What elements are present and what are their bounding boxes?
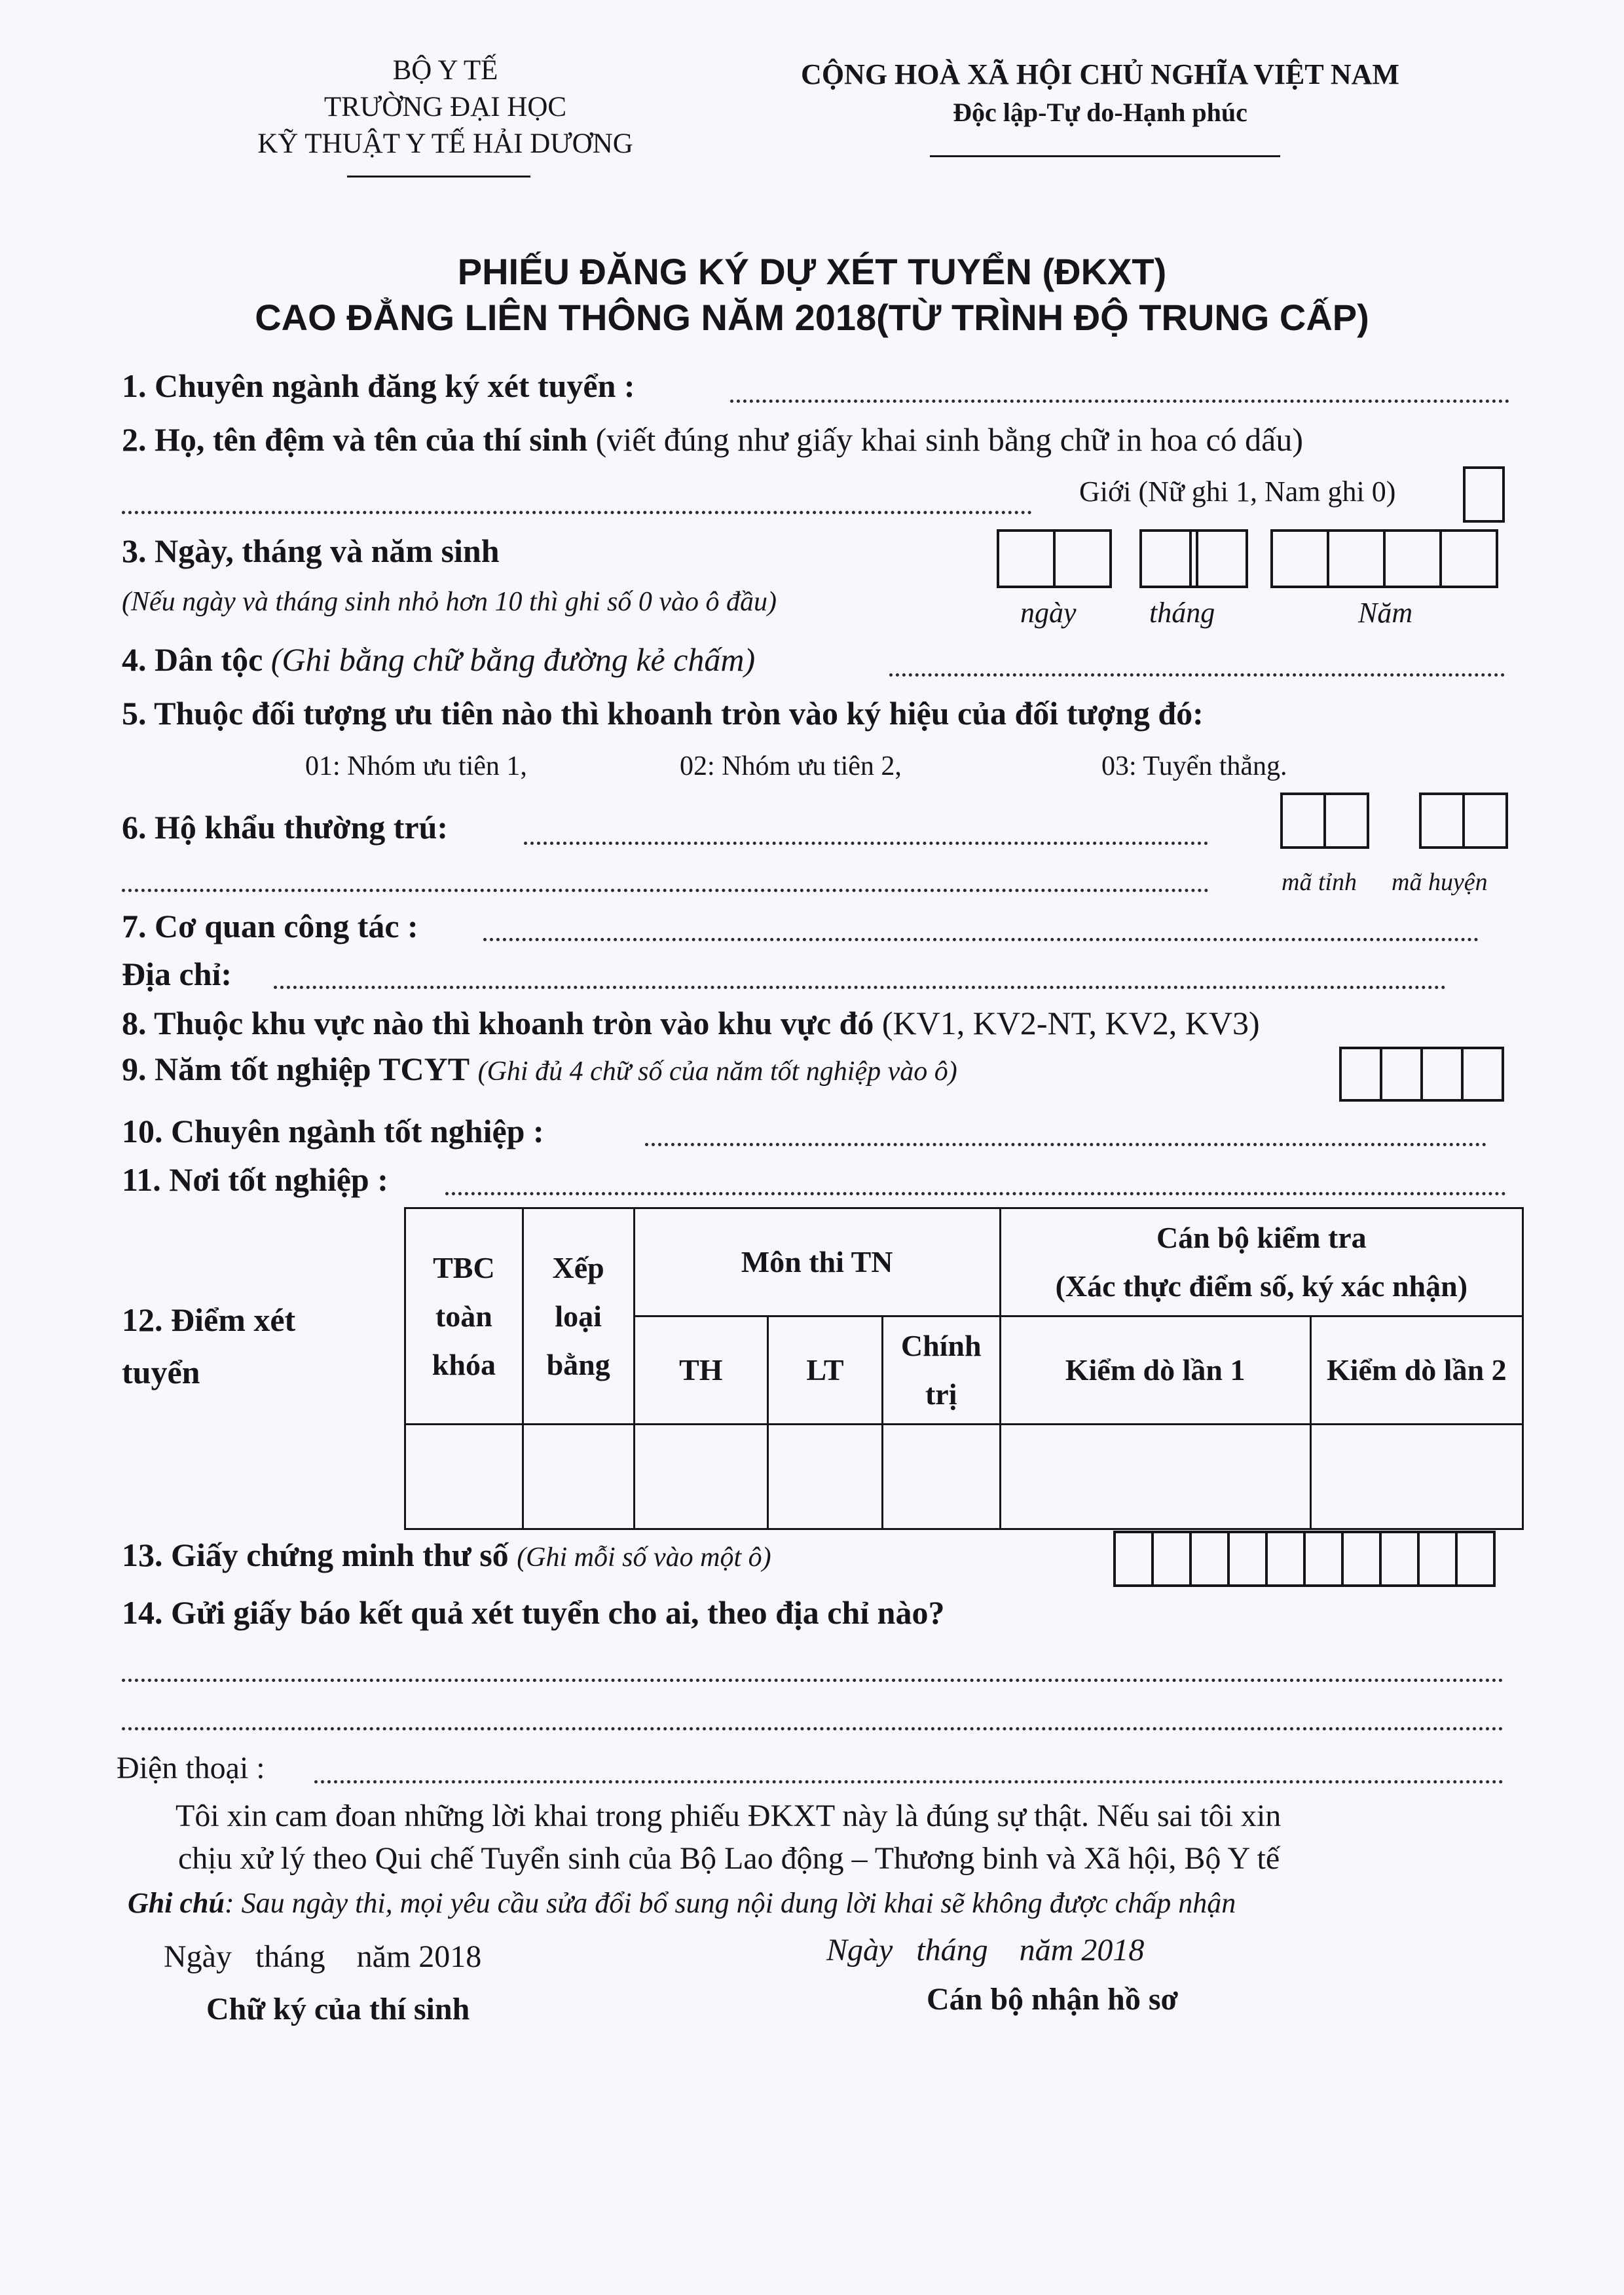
header-left (196, 52, 694, 162)
field-4-row (122, 641, 755, 679)
field-6-input-line-1[interactable] (524, 842, 1208, 845)
field-6-label: 6. Hộ khẩu thường trú: (122, 809, 449, 846)
note-label: Ghi chú (128, 1887, 225, 1919)
cell-rank[interactable] (523, 1425, 634, 1529)
field-12-label-line2: tuyển (122, 1354, 200, 1390)
field-4-input-line[interactable] (889, 673, 1505, 677)
grad-year-box-1[interactable] (1339, 1047, 1382, 1102)
field-8-options[interactable]: (KV1, KV2-NT, KV2, KV3) (881, 1005, 1260, 1041)
pledge-line-1: Tôi xin cam đoan những lời khai trong phiếu ĐKXT này là đúng sự thật. Nếu sai tôi xin (175, 1799, 1282, 1833)
id-digit-box-5[interactable] (1265, 1531, 1306, 1587)
field-1-label: 1. Chuyên ngành đăng ký xét tuyển : (122, 367, 635, 404)
id-digit-box-4[interactable] (1227, 1531, 1268, 1587)
field-13-label: 13. Giấy chứng minh thư số (122, 1537, 509, 1573)
field-7-input-line[interactable] (483, 938, 1479, 941)
priority-option-3[interactable]: 03: Tuyển thẳng. (1101, 751, 1287, 781)
field-3-label: 3. Ngày, tháng và năm sinh (122, 532, 500, 569)
note-row (128, 1886, 1236, 1920)
col-check2-header: Kiểm dò lần 2 (1310, 1316, 1522, 1425)
field-3-note: (Nếu ngày và tháng sinh nhỏ hơn 10 thì ghi số 0 vào ô đầu) (122, 587, 777, 617)
note-text: : Sau ngày thi, mọi yêu cầu sửa đổi bổ sung nội dung lời khai sẽ không được chấp nhận (224, 1887, 1236, 1919)
field-10-label: 10. Chuyên ngành tốt nghiệp : (122, 1113, 544, 1149)
id-digit-box-9[interactable] (1417, 1531, 1458, 1587)
field-2-label: 2. Họ, tên đệm và tên của thí sinh (122, 421, 588, 458)
cell-politics[interactable] (882, 1425, 1000, 1529)
grad-year-box-3[interactable] (1420, 1047, 1464, 1102)
col-lt-header: LT (768, 1316, 883, 1425)
gender-box[interactable] (1463, 466, 1505, 523)
id-digit-box-7[interactable] (1341, 1531, 1382, 1587)
phone-label: Điện thoại : (117, 1751, 265, 1785)
receiver-signature-label: Cán bộ nhận hồ sơ (927, 1982, 1179, 2017)
date-left: Ngày tháng năm 2018 (164, 1939, 482, 1974)
field-12-label (122, 1294, 295, 1398)
priority-option-1[interactable]: 01: Nhóm ưu tiên 1, (305, 751, 527, 781)
field-6-input-line-2[interactable] (122, 889, 1209, 892)
field-4-note: (Ghi bằng chữ bằng đường kẻ chấm) (270, 641, 756, 678)
field-13-row (122, 1536, 771, 1574)
field-2-note: (viết đúng như giấy khai sinh bằng chữ in hoa có dấu) (595, 421, 1304, 458)
checker-note: (Xác thực điểm số, ký xác nhận) (1055, 1269, 1468, 1303)
dob-day-box-1[interactable] (997, 529, 1056, 588)
field-2-input-line[interactable] (122, 511, 1032, 514)
dob-year-box-1[interactable] (1270, 529, 1329, 588)
field-12-label-line1: 12. Điểm xét (122, 1301, 296, 1338)
province-code-caption: mã tỉnh (1282, 868, 1357, 896)
dob-year-caption: Năm (1358, 597, 1413, 629)
col-exam-header: Môn thi TN (634, 1208, 1000, 1316)
school-name-line2: KỸ THUẬT Y TẾ HẢI DƯƠNG (257, 128, 633, 159)
district-code-caption: mã huyện (1392, 868, 1488, 896)
cell-tbc[interactable] (405, 1425, 523, 1529)
motto: Độc lập-Tự do-Hạnh phúc (953, 98, 1247, 127)
grad-year-box-2[interactable] (1380, 1047, 1423, 1102)
grad-year-box-4[interactable] (1461, 1047, 1504, 1102)
cell-lt[interactable] (768, 1425, 883, 1529)
district-code-box-2[interactable] (1462, 793, 1508, 849)
dob-day-box-2[interactable] (1053, 529, 1112, 588)
checker-title: Cán bộ kiểm tra (1156, 1221, 1367, 1254)
col-rank-header: Xếp loại bằng (523, 1208, 634, 1425)
header-right-underline (930, 155, 1280, 157)
field-13-note: (Ghi mỗi số vào một ô) (517, 1542, 771, 1573)
field-7-label: 7. Cơ quan công tác : (122, 908, 418, 944)
district-code-box-1[interactable] (1419, 793, 1465, 849)
dob-year-box-3[interactable] (1383, 529, 1442, 588)
dob-day-caption: ngày (1020, 597, 1077, 629)
id-digit-box-6[interactable] (1303, 1531, 1344, 1587)
field-8-row (122, 1004, 1260, 1042)
cell-check1[interactable] (1000, 1425, 1310, 1529)
form-title (0, 249, 1624, 341)
field-9-label: 9. Năm tốt nghiệp TCYT (122, 1051, 470, 1087)
cell-th[interactable] (634, 1425, 768, 1529)
col-tbc-header: TBC toàn khóa (405, 1208, 523, 1425)
school-name-line1: TRƯỜNG ĐẠI HỌC (323, 92, 567, 122)
col-checker-header (1000, 1208, 1522, 1316)
col-check1-header: Kiểm dò lần 1 (1000, 1316, 1310, 1425)
gender-label: Giới (Nữ ghi 1, Nam ghi 0) (1079, 476, 1396, 508)
dob-month-caption: tháng (1149, 597, 1215, 629)
phone-input-line[interactable] (314, 1780, 1504, 1783)
dob-year-box-2[interactable] (1327, 529, 1386, 588)
field-14-input-line-1[interactable] (122, 1679, 1504, 1682)
field-2-row (122, 420, 1303, 458)
field-1-input-line[interactable] (730, 400, 1509, 403)
form-title-line2: CAO ĐẲNG LIÊN THÔNG NĂM 2018(TỪ TRÌNH ĐỘ TRUNG CẤP) (255, 297, 1369, 338)
field-10-input-line[interactable] (645, 1143, 1486, 1146)
province-code-box-2[interactable] (1323, 793, 1369, 849)
address-input-line[interactable] (274, 986, 1446, 989)
id-digit-box-3[interactable] (1189, 1531, 1230, 1587)
field-11-input-line[interactable] (445, 1192, 1506, 1195)
field-14-label: 14. Gửi giấy báo kết quả xét tuyển cho ai, theo địa chỉ nào? (122, 1594, 945, 1631)
field-8-label: 8. Thuộc khu vực nào thì khoanh tròn vào khu vực đó (122, 1005, 874, 1041)
col-th-header: TH (634, 1316, 768, 1425)
dob-month-box-2[interactable] (1189, 529, 1248, 588)
province-code-box-1[interactable] (1280, 793, 1326, 849)
priority-option-2[interactable]: 02: Nhóm ưu tiên 2, (680, 751, 902, 781)
id-digit-box-2[interactable] (1151, 1531, 1192, 1587)
field-14-input-line-2[interactable] (122, 1727, 1504, 1730)
id-digit-box-8[interactable] (1379, 1531, 1420, 1587)
country-name: CỘNG HOÀ XÃ HỘI CHỦ NGHĨA VIỆT NAM (801, 58, 1399, 90)
score-table (404, 1207, 1524, 1530)
address-label: Địa chỉ: (122, 956, 232, 992)
field-9-row (122, 1050, 957, 1088)
field-9-note: (Ghi đủ 4 chữ số của năm tốt nghiệp vào ô) (477, 1056, 957, 1087)
id-digit-box-1[interactable] (1113, 1531, 1154, 1587)
header-right (740, 56, 1460, 132)
date-right: Ngày tháng năm 2018 (826, 1933, 1145, 1968)
pledge-line-2: chịu xử lý theo Qui chế Tuyển sinh của Bộ Lao động – Thương binh và Xã hội, Bộ Y tế (178, 1841, 1280, 1876)
field-5-label: 5. Thuộc đối tượng ưu tiên nào thì khoanh tròn vào ký hiệu của đối tượng đó: (122, 695, 1204, 732)
header-left-underline (347, 176, 530, 177)
candidate-signature-label: Chữ ký của thí sinh (206, 1992, 470, 2026)
cell-check2[interactable] (1310, 1425, 1522, 1529)
form-title-line1: PHIẾU ĐĂNG KÝ DỰ XÉT TUYỂN (ĐKXT) (457, 251, 1167, 292)
id-digit-box-10[interactable] (1455, 1531, 1496, 1587)
ministry-name: BỘ Y TẾ (392, 55, 498, 86)
dob-year-box-4[interactable] (1439, 529, 1498, 588)
field-4-label: 4. Dân tộc (122, 641, 263, 678)
field-11-label: 11. Nơi tốt nghiệp : (122, 1161, 388, 1198)
col-politics-header: Chính trị (882, 1316, 1000, 1425)
